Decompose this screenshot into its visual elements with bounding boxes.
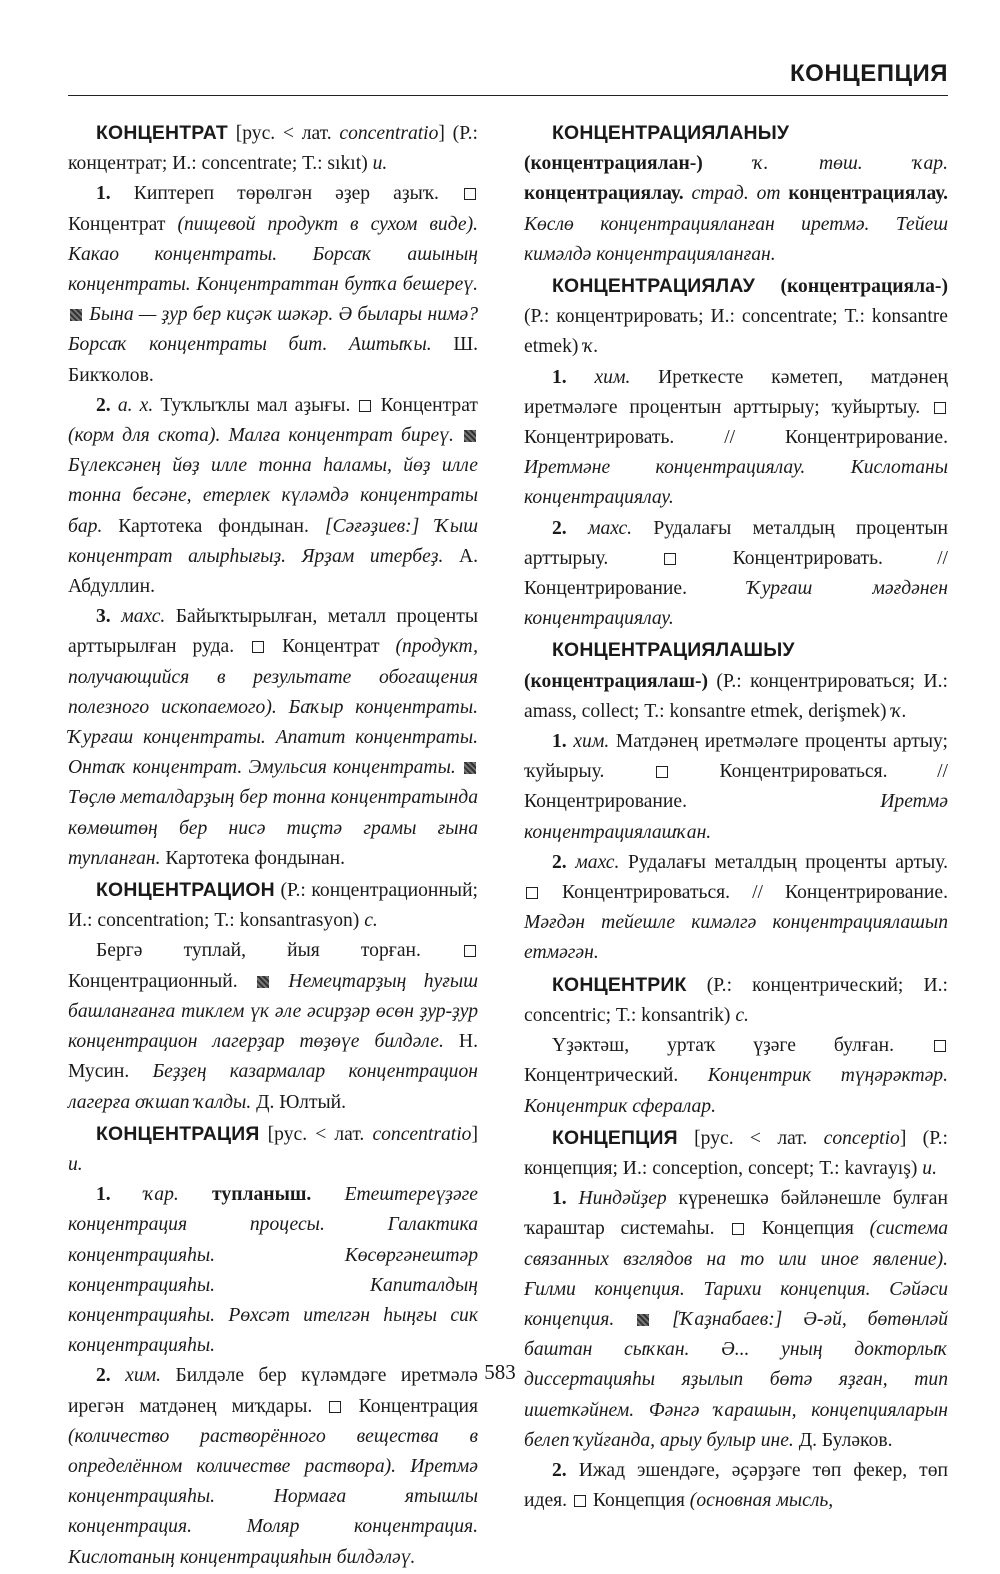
examples: Көслө концентрацияланған иретмә. Тейеш кимәлдә концентрацияланған. <box>524 213 948 265</box>
russian-note: страд. от <box>683 183 781 205</box>
entry-kontseptsiya <box>524 1123 948 1517</box>
russian-equivalent: Концепция <box>746 1218 870 1240</box>
sense-number: 1. <box>552 1188 567 1210</box>
definition: Ижад эшендәге, әҫәрҙәге төп фекер, төп идея. <box>524 1459 948 1512</box>
sense-2 <box>524 514 948 635</box>
russian-equivalent: Концентрат <box>266 636 396 658</box>
sense-3 <box>68 602 478 874</box>
russian-equivalent: Концентрат <box>68 213 178 235</box>
part-of-speech: с. <box>735 1004 749 1026</box>
latin-source: concentratio <box>372 1123 472 1145</box>
russian-equivalent: Концентрироваться. // Концентрирование. <box>524 761 948 813</box>
etymology: [рус. < лат. <box>677 1127 824 1149</box>
empty-square-icon <box>464 945 476 957</box>
part-of-speech: и. <box>68 1153 83 1175</box>
sense-1 <box>68 179 478 390</box>
examples: (основная мысль, <box>689 1490 834 1512</box>
sense-1 <box>524 727 948 848</box>
latin-source: concentratio <box>339 123 439 144</box>
headword: КОНЦЕНТРАТ <box>96 122 228 144</box>
definition: Матдәнең иретмәләге проценты артыу; ҡуйырыу. <box>524 731 948 783</box>
empty-square-icon <box>656 766 668 778</box>
entry-head-line <box>524 970 948 1031</box>
sense-number: 1. <box>552 731 567 753</box>
empty-square-icon <box>329 1401 341 1413</box>
translations: ] (Р.: концепция; И.: conception, concept; Т.: kavrayış) <box>524 1127 948 1179</box>
stem: (концентрациялa-) <box>755 276 948 298</box>
filled-square-icon <box>70 309 82 321</box>
sense-number: 2. <box>552 1459 567 1481</box>
sense-2 <box>524 1456 948 1516</box>
translations: (Р.: концентрироваться; И.: amass, collect; Т.: konsantre etmek, derişmek) <box>524 670 948 722</box>
sense-1 <box>524 363 948 514</box>
domain-label: хим. <box>566 366 631 388</box>
russian-equivalent: Концентрировать. // Концентрирование. <box>524 547 948 600</box>
definition: Киптереп төрөлгән әҙер аҙыҡ. <box>110 183 462 205</box>
empty-square-icon <box>934 1040 946 1052</box>
sense-number: 2. <box>96 1365 111 1387</box>
part-of-speech: ҡ. <box>583 336 599 358</box>
domain-label: а. х. <box>110 394 154 416</box>
examples: Ҡурғаш мәғдәнен концентрациялау. <box>524 578 948 630</box>
cross-reference-label: ҡар. <box>110 1184 179 1206</box>
part-of-speech: с. <box>364 910 378 932</box>
domain-label: махс. <box>566 851 620 873</box>
examples: Мәғдән тейешле кимәлгә концентрациялашып етмәгән. <box>524 912 948 964</box>
header-rule <box>68 95 948 96</box>
entry-kontsentratsiyalashyu <box>524 635 948 968</box>
entry-head-line <box>68 118 478 179</box>
sense-number: 1. <box>552 366 567 388</box>
latin-source: conceptio <box>823 1127 900 1149</box>
domain-label: хим. <box>110 1365 162 1387</box>
quotation-source: Ш. Бикҡолов. <box>68 334 478 386</box>
cross-reference: тупланыш. <box>178 1184 312 1206</box>
stem: (концентрациялан-) <box>524 153 703 175</box>
entry-head-line <box>524 1123 948 1184</box>
left-column <box>68 118 478 1574</box>
sense-number: 3. <box>96 606 111 628</box>
entry-head-line <box>524 271 948 363</box>
definition-italic: Ниндәйҙер <box>566 1188 667 1210</box>
definition: Туҡлыҡлы мал аҙығы. <box>153 394 358 416</box>
examples: (количество растворённого вещества в определённом количестве раствора). Иретмә концентрацияһы. Нормаға ятышлы концентрация. Моляр концентрация. Кислотаның концентрацияһын билдәләү. <box>68 1425 478 1568</box>
etymology: [рус. < лат. <box>259 1123 373 1145</box>
russian-equivalent: Концентрат <box>373 394 478 416</box>
examples: Концентрик түңәрәктәр. Концентрик сфералар. <box>524 1065 948 1117</box>
right-column <box>524 118 948 1517</box>
definition: Билдәле бер күләмдәге иретмәлә ирегән матдәнең миҡдары. <box>68 1365 479 1417</box>
part-of-speech: ҡ. <box>891 700 907 722</box>
filled-square-icon <box>257 976 269 988</box>
translations: ] (Р.: концентрат; И.: concentrate; Т.: sıkıt) <box>68 123 478 175</box>
sense-2 <box>524 848 948 969</box>
quotation-source: Д. Буләков. <box>793 1429 893 1451</box>
definition: Рудалағы металдың процентын арттырыу. <box>524 517 948 569</box>
examples: Етештереүҙәге концентрация процесы. Галактика концентрацияһы. Көсөргәнештәр концентрацияһы. Капиталдың концентрацияһы. Рөхсәт ителгән һыңғы сик концентрацияһы. <box>68 1184 478 1357</box>
quotation: Немецтарҙың һуғыш башланғанға тиклем үк әле әсирҙәр өсөн ҙур-ҙур концентрацион лагерҙар төҙөүе билдәле. <box>68 970 478 1053</box>
sense-1 <box>68 1180 478 1361</box>
russian-equivalent: Концентрировать. // Концентрирование. <box>524 427 948 449</box>
headword: КОНЦЕНТРАЦИЯЛАНЫУ <box>552 122 790 144</box>
russian-equivalent: Концентрация <box>343 1395 478 1417</box>
headword: КОНЦЕПЦИЯ <box>552 1126 678 1149</box>
stem: (концентрациялаш-) <box>524 670 709 692</box>
empty-square-icon <box>464 188 476 200</box>
quotation-source: Картотека фондынан. <box>102 515 325 537</box>
sense-number: 1. <box>96 1184 111 1206</box>
headword: КОНЦЕНТРАЦИЯЛАУ <box>552 275 756 298</box>
translations: (Р.: концентрический; И.: concentric; Т.: konsantrik) <box>524 974 948 1026</box>
empty-square-icon <box>252 641 264 653</box>
sense <box>524 1031 948 1122</box>
domain-label: махс. <box>110 606 166 628</box>
domain-label: хим. <box>566 731 610 753</box>
entry-kontsentratsiyalanyu <box>524 118 948 270</box>
domain-label: махс. <box>566 517 633 539</box>
cross-reference: концентрациялау. <box>780 183 948 205</box>
entry-head-line <box>524 635 948 727</box>
headword: КОНЦЕНТРИК <box>552 973 687 996</box>
examples: (продукт, получающийся в результате обогащения полезного ископаемого). Баҡыр концентраты. Ҡурғаш концентраты. Апатит концентраты. Онтаҡ концентрат. Эмульсия концентраты. <box>68 636 478 779</box>
empty-square-icon <box>526 887 538 899</box>
entry-kontsentratsiya <box>68 1119 478 1573</box>
quotation: Беҙҙең казармалар концентрацион лагерға оҡшап ҡалды. <box>68 1061 478 1113</box>
empty-square-icon <box>574 1495 586 1507</box>
quotation: Бына — ҙур бер киҫәк шәкәр. Ә былары нимә? Борсаҡ концентраты бит. Аштыҡы. <box>68 304 478 356</box>
examples: (пищевой продукт в сухом виде). Какао концентраты. Борсаҡ ашының концентраты. Концентраттан бутҡа бешереү. <box>68 213 478 296</box>
sense-number: 1. <box>96 183 111 205</box>
grammar-label: ҡ. төш. ҡар. <box>702 153 948 175</box>
entry-kontsentrat <box>68 118 478 874</box>
empty-square-icon <box>664 553 676 565</box>
translations: (Р.: концентрировать; И.: concentrate; Т.: konsantre etmek) <box>524 306 948 358</box>
examples: (система связанных взглядов на то или иное явление). Ғилми концепция. Тарихи концепция. Сәйәси концепция. <box>524 1218 949 1330</box>
sense-number: 2. <box>552 517 567 539</box>
russian-equivalent: Концентрический. <box>524 1065 708 1087</box>
quotation: [Ҡаҙнабаев:] Ә-әй, бөтөнләй баштан сыҡкан. Ә... уның докторлыҡ диссертацияһы яҙылып бөтә яҙған, тип ишеткәйнем. Фәнгә ҡарашын, концепцияларын белеп ҡуйғанда, арыу булыр ине. <box>524 1308 948 1451</box>
definition: күренешкә бәйләнешле булған ҡараштар системаһы. <box>524 1188 948 1240</box>
quotation: Төҫлө металдарҙың бер тонна концентратында көмөштөң бер нисә тиҫтә грамы ғына тупланған. <box>68 787 478 869</box>
entry-head-line <box>68 1119 478 1180</box>
filled-square-icon <box>464 430 476 442</box>
part-of-speech: и. <box>372 153 388 175</box>
empty-square-icon <box>732 1223 744 1235</box>
running-head: КОНЦЕПЦИЯ <box>790 60 948 87</box>
headword: КОНЦЕНТРАЦИОН <box>96 879 275 902</box>
entry-kontsentratsiyalau <box>524 271 948 634</box>
sense <box>68 936 478 1117</box>
empty-square-icon <box>359 400 371 412</box>
sense-number: 2. <box>96 394 111 416</box>
headword: КОНЦЕНТРАЦИЯЛАШЫУ <box>552 639 795 662</box>
quotation-source: Д. Юлтый. <box>251 1091 347 1113</box>
entry-kontsentrik <box>524 970 948 1122</box>
sense-1 <box>524 1184 948 1456</box>
etymology-close: ] <box>471 1123 478 1145</box>
definition: Байыҡтырылған, металл проценты арттырылған руда. <box>68 606 478 658</box>
empty-square-icon <box>934 402 946 414</box>
russian-equivalent: Концентрироваться. // Концентрирование. <box>540 882 948 904</box>
entry-kontsentratsion <box>68 875 478 1118</box>
quotation: [Сәғәҙиев:] Ҡыш концентрат алырһығыҙ. Ярҙам итербеҙ. <box>68 515 478 567</box>
etymology: [рус. < лат. <box>227 123 340 144</box>
quotation-source: А. Абдуллин. <box>68 545 479 598</box>
quotation-source: Н. Мусин. <box>68 1031 478 1083</box>
examples: Иретмәне концентрациялау. Кислотаны концентрациялау. <box>524 457 948 509</box>
definition: Иреткесте кәметеп, матдәнең иретмәләге процентын арттырыу; ҡуйыртыу. <box>524 366 948 418</box>
translations: (Р.: концентрационный; И.: concentration; Т.: konsantrasyon) <box>68 880 478 932</box>
examples: (корм для скота). Малға концентрат биреү. <box>68 425 462 447</box>
quotation: Бүлексәнең йөҙ илле тонна һаламы, йөҙ илле тонна бесәне, етерлек күләмдә концентраты бар. <box>68 455 478 537</box>
headword: КОНЦЕНТРАЦИЯ <box>96 1122 260 1145</box>
part-of-speech: и. <box>922 1157 937 1179</box>
sense-2 <box>68 391 478 602</box>
filled-square-icon <box>464 762 476 774</box>
definition: Бергә туплай, йыя торған. <box>96 940 462 962</box>
examples: Иретмә концентрациялашҡан. <box>524 791 948 843</box>
sense-2 <box>68 1361 478 1572</box>
russian-equivalent: Концентрационный. <box>68 970 256 992</box>
quotation-source: Картотека фондынан. <box>160 847 346 869</box>
entry-head-line <box>68 875 478 936</box>
sense-number: 2. <box>552 851 567 873</box>
filled-square-icon <box>637 1314 649 1326</box>
page-number: 583 <box>484 1360 516 1384</box>
definition: Үҙәктәш, уртаҡ үҙәге булған. <box>552 1035 932 1057</box>
definition: Рудалағы металдың проценты артыу. <box>619 851 948 873</box>
cross-reference: концентрациялау. <box>524 183 684 205</box>
entry-head-line <box>524 118 948 270</box>
russian-equivalent: Концепция <box>587 1490 690 1512</box>
